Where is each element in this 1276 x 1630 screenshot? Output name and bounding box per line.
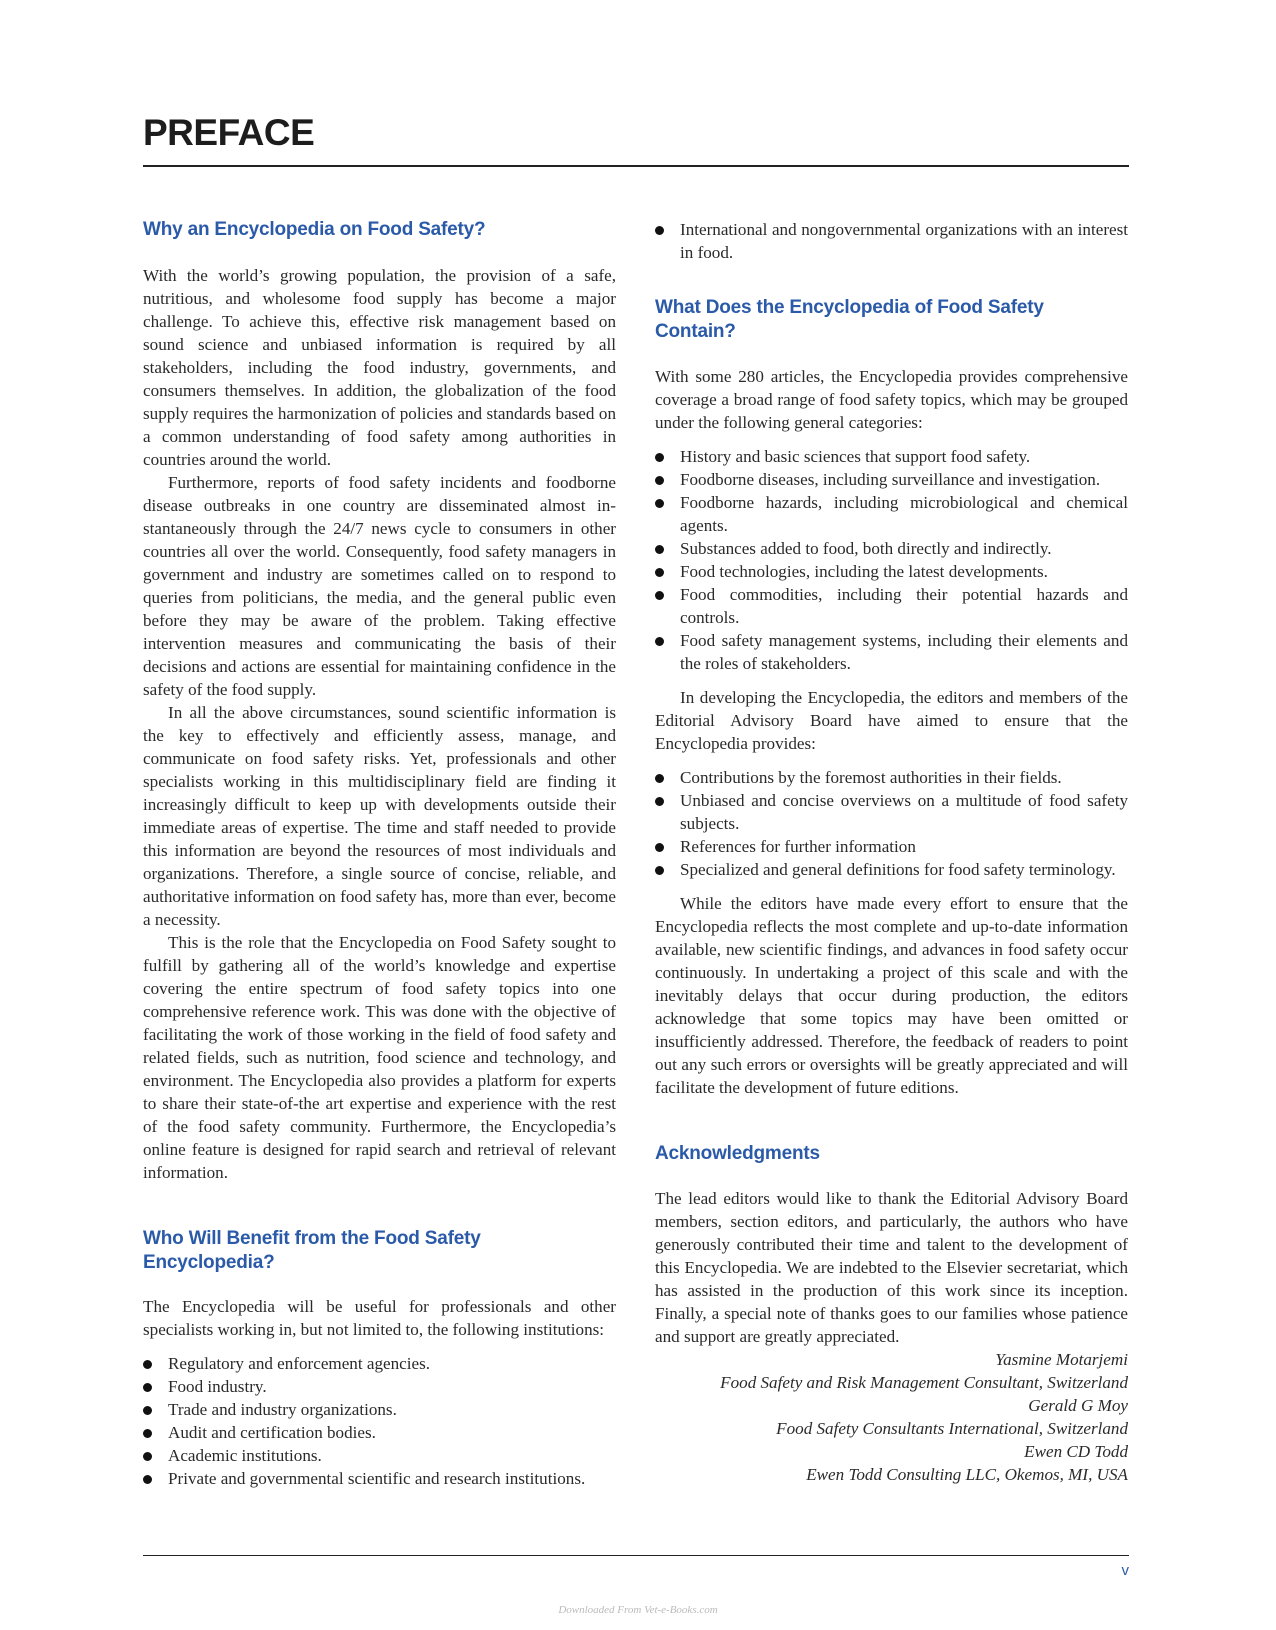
list-item: Trade and industry organizations. [143,1398,616,1421]
left-column [143,218,616,1490]
bullet-icon [655,591,664,600]
what-intro: With some 280 articles, the Encyclopedia provides comprehensive coverage a broad range of food safety topics, which may be grouped under the following general categories: [655,367,1128,432]
signature-name: Ewen CD Todd [1024,1442,1128,1461]
why-paragraph-2: Furthermore, reports of food safety incidents and foodborne disease outbreaks in one country are disseminated almost instantaneously through the 24/7 news cycle to consumers in other countries all over the world. Consequently, food safety managers in government and industry are sometimes called on to respond to queries from politicians, the media, and the general public even before they may be aware of the problem. Taking effective intervention measures and communicating the basis of their decisions and actions are essential for maintaining confidence in the safety of the food supply. [143,473,616,699]
list-item: History and basic sciences that support food safety. [655,445,1128,468]
list-item: Food technologies, including the latest developments. [655,560,1128,583]
why-paragraph-1: With the world’s growing population, the provision of a safe, nutritious, and wholesome food supply has become a major challenge. To achieve this, effective risk management based on sound science and unbiased information is required by all stakeholders, including the food industry, governments, and consumers themselves. In addition, the globalization of the food supply requires the harmonization of policies and standards based on a common understanding of food safety among authorities in countries around the world. [143,266,616,469]
signature-name: Gerald G Moy [1028,1396,1128,1415]
title-divider [143,165,1129,167]
bullet-icon [143,1475,152,1484]
aims-intro: In developing the Encyclopedia, the editors and members of the Editorial Advisory Board have aimed to ensure that the Encyclopedia provides: [655,688,1128,753]
signature-name: Yasmine Motarjemi [995,1350,1128,1369]
page-title: PREFACE [143,112,315,153]
signature-affiliation: Food Safety and Risk Management Consultant, Switzerland [720,1373,1128,1392]
bullet-icon [143,1360,152,1369]
list-item: Food industry. [143,1375,616,1398]
signature-affiliation: Ewen Todd Consulting LLC, Okemos, MI, USA [806,1465,1128,1484]
right-column [655,218,1128,1486]
categories-list [655,445,1128,675]
bullet-icon [655,453,664,462]
heading-why: Why an Encyclopedia on Food Safety? [143,219,486,240]
list-item: International and nongovernmental organizations with an interest in food. [655,218,1128,264]
bullet-icon [655,545,664,554]
list-item: Unbiased and concise overviews on a multitude of food safety subjects. [655,789,1128,835]
acknowledgments-text: The lead editors would like to thank the Editorial Advisory Board members, section editors, and particularly, the authors who have generously contributed their time and talent to the development of this Encyclopedia. We are indebted to the Elsevier secretariat, which has assisted in the production of this work since its inception. Finally, a special note of thanks goes to our families whose patience and support are greatly appreciated. [655,1189,1128,1346]
bullet-icon [655,866,664,875]
bullet-icon [143,1452,152,1461]
list-item: Substances added to food, both directly and indirectly. [655,537,1128,560]
watermark: Downloaded From Vet-e-Books.com [558,1604,718,1616]
bullet-icon [655,774,664,783]
list-item: Private and governmental scientific and research institutions. [143,1467,616,1490]
what-closing: While the editors have made every effort to ensure that the Encyclopedia reflects the most complete and up-to-date information available, new scientific findings, and advances in food safety occur continuously. In undertaking a project of this scale and with the inevitably delays that occur during production, the editors acknowledge that some topics may have been omitted or insufficiently addressed. Therefore, the feedback of readers to point out any such errors or oversights will be greatly appreciated and will facilitate the development of future editions. [655,894,1128,1097]
list-item: Audit and certification bodies. [143,1421,616,1444]
bullet-icon [655,476,664,485]
signature-affiliation: Food Safety Consultants International, Switzerland [776,1419,1128,1438]
list-item: References for further information [655,835,1128,858]
bullet-icon [143,1406,152,1415]
bullet-icon [655,843,664,852]
who-intro: The Encyclopedia will be useful for professionals and other specialists working in, but not limited to, the following institutions: [143,1297,616,1339]
list-item: Foodborne diseases, including surveillance and investigation. [655,468,1128,491]
why-paragraph-4: This is the role that the Encyclopedia on Food Safety sought to fulfill by gathering all of the world’s knowledge and expertise covering the entire spectrum of food safety topics into one comprehensive reference work. This was done with the objective of facilitating the work of those working in the field of food safety and related fields, such as nutrition, food science and technology, and environment. The Encyclopedia also provides a platform for experts to share their state-of-the art expertise and experience with the rest of the food safety community. Furthermore, the Encyclopedia’s online feature is designed for rapid search and retrieval of relevant information. [143,933,616,1182]
aims-list [655,766,1128,881]
bullet-icon [655,499,664,508]
heading-acknowledgments: Acknowledgments [655,1143,820,1164]
institutions-list [143,1352,616,1490]
heading-what: What Does the Encyclopedia of Food Safety Contain? [655,297,1044,342]
bullet-icon [655,568,664,577]
bullet-icon [655,797,664,806]
bullet-icon [143,1383,152,1392]
bullet-icon [655,226,664,235]
page-number: v [1121,1562,1129,1579]
heading-who: Who Will Benefit from the Food Safety Encyclopedia? [143,1228,481,1273]
list-item: Regulatory and enforcement agencies. [143,1352,616,1375]
list-item: Specialized and general definitions for food safety terminology. [655,858,1128,881]
list-item: Contributions by the foremost authorities in their fields. [655,766,1128,789]
bullet-icon [655,637,664,646]
bullet-icon [143,1429,152,1438]
list-item: Academic institutions. [143,1444,616,1467]
why-paragraph-3: In all the above circumstances, sound scientific information is the key to effectively and efficiently assess, manage, and communicate on food safety risks. Yet, professionals and other specialists working in this multidisciplinary field are finding it increasingly difficult to keep up with developments outside their immediate areas of expertise. The time and staff needed to provide this information are beyond the resources of most individuals and organizations. Therefore, a single source of concise, reliable, and authoritative information on food safety has, more than ever, become a necessity. [143,703,616,929]
institutions-list-continued [655,218,1128,264]
list-item: Food safety management systems, including their elements and the roles of stakeholders. [655,629,1128,675]
footer-divider [143,1555,1129,1556]
list-item: Food commodities, including their potential hazards and controls. [655,583,1128,629]
list-item: Foodborne hazards, including microbiological and chemical agents. [655,491,1128,537]
